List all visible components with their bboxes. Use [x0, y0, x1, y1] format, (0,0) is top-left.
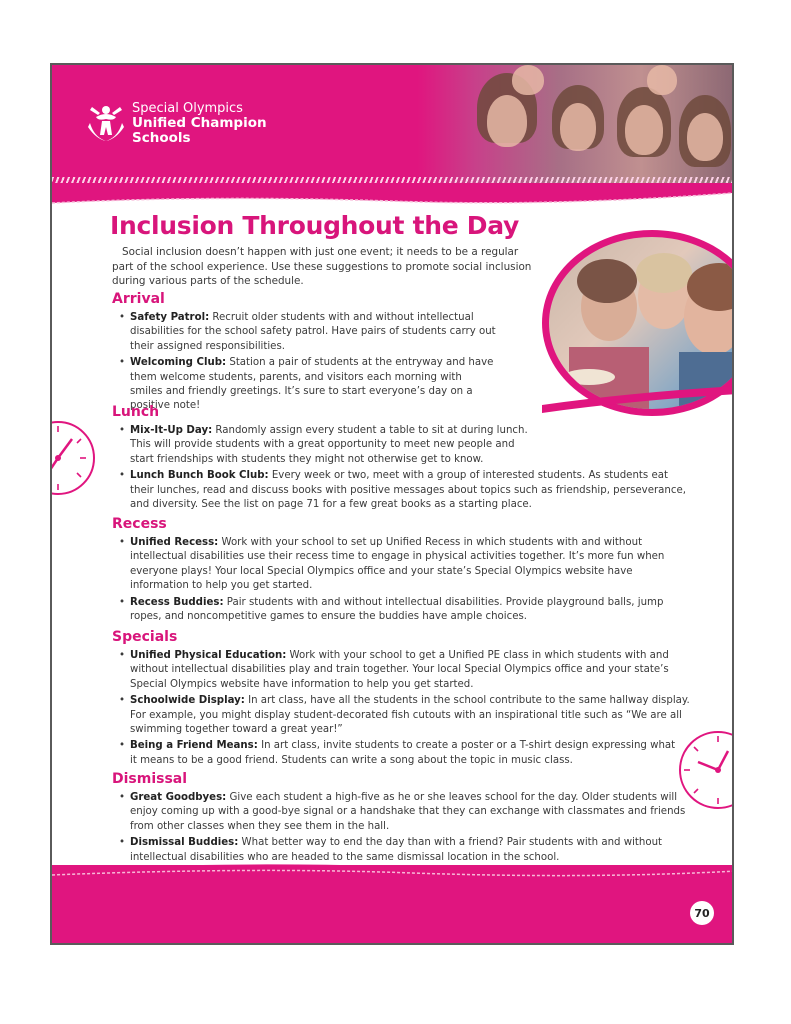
list-item	[116, 356, 496, 414]
list-item-text: Pair students with and without intellectual disabilities. Provide playground balls, jump ropes, and noncompetitive games to ensure the buddies have ample choices.	[130, 596, 664, 623]
logo-line-3: Schools	[132, 130, 191, 146]
page-number: 70	[690, 901, 714, 925]
dismissal-list	[116, 791, 691, 867]
header-photo-students	[417, 65, 732, 193]
list-item-term: Lunch Bunch Book Club:	[130, 470, 269, 482]
list-item-text: Work with your school to set up Unified Recess in which students with and without intellectual disabilities use their recess time to engage in physical activities together. It’s more fun when everyone plays! Your local Special Olympics office and your state’s Special Olympics website have information to help you get started.	[130, 537, 665, 592]
list-item-term: Dismissal Buddies:	[130, 837, 239, 849]
list-item-text: In art class, invite students to create a poster or a T-shirt design expressing what it means to be a good friend. Students can write a song about the topic in music class.	[130, 740, 676, 766]
recess-list	[116, 536, 691, 626]
list-item	[116, 469, 691, 512]
footer-wave	[52, 861, 734, 887]
list-item-term: Unified Physical Education:	[130, 650, 287, 661]
header-wave	[52, 183, 732, 211]
section-heading-dismissal: Dismissal	[112, 771, 188, 787]
section-heading-arrival: Arrival	[112, 291, 165, 307]
list-item-text: Station a pair of students at the entryway and have them welcome students, parents, and visitors each morning with smiles and friendly greetings. It’s sure to start everyone’s day on a positive note!	[130, 357, 494, 412]
page-title: Inclusion Throughout the Day	[110, 211, 520, 240]
list-item	[116, 311, 496, 354]
list-item	[116, 694, 691, 737]
list-item	[116, 424, 540, 467]
list-item-term: Being a Friend Means:	[130, 740, 258, 752]
list-item-text: What better way to end the day than with a friend? Pair students with and without intellectual disabilities who are headed to the same dismissal location in the school.	[130, 837, 663, 863]
intro-paragraph: Social inclusion doesn’t happen with just one event; it needs to be a regular part of the school experience. Use these suggestions to promote social inclusion during various parts of the schedule.	[112, 246, 532, 287]
list-item-term: Safety Patrol:	[130, 312, 210, 323]
list-item-text: Randomly assign every student a table to sit at during lunch. This will provide students with a great opportunity to meet new people and start friendships with students they might not otherwise get to know.	[130, 425, 528, 465]
list-item-term: Great Goodbyes:	[130, 792, 227, 803]
logo-line-2: Unified Champion	[132, 115, 267, 131]
section-heading-lunch: Lunch	[112, 404, 160, 420]
list-item-term: Mix-It-Up Day:	[130, 425, 213, 436]
list-item	[116, 739, 685, 768]
logo-line-1: Special Olympics	[132, 101, 243, 116]
list-item	[116, 536, 691, 594]
list-item-term: Welcoming Club:	[130, 357, 227, 369]
arrival-list	[116, 311, 496, 416]
special-olympics-logo-icon	[86, 101, 126, 143]
list-item-text: Every week or two, meet with a group of interested students. As students eat their lunches, read and discuss books with positive messages about topics such as friendship, perseverance, and diversity. See the list on page 71 for a few great books as a starting place.	[130, 470, 686, 511]
list-item-term: Unified Recess:	[130, 537, 219, 548]
section-heading-recess: Recess	[112, 516, 167, 532]
list-item-term: Recess Buddies:	[130, 596, 224, 608]
lunch-list	[116, 424, 691, 514]
list-item	[116, 596, 691, 625]
list-item-text: In art class, have all the students in the school contribute to the same hallway display. For example, you might display student-decorated fish cutouts with an inspirational title such as “We are all swimming together toward a great year!”	[130, 695, 690, 736]
photo-swoosh	[542, 385, 734, 415]
header-banner	[52, 65, 732, 193]
list-item-text: Recruit older students with and without intellectual disabilities for the school safety patrol. Have pairs of students carry out their assigned responsibilities.	[130, 312, 496, 352]
specials-list	[116, 649, 691, 770]
list-item	[116, 791, 691, 834]
list-item	[116, 649, 691, 692]
clock-icon-left	[50, 417, 100, 499]
list-item-term: Schoolwide Display:	[130, 695, 245, 707]
special-olympics-logo	[86, 101, 267, 146]
list-item-text: Give each student a high-five as he or she leaves school for the day. Older students will enjoy coming up with a good-bye signal or a handshake that they can exchange with classmates and friends from other classes when they see them in the hall.	[130, 792, 686, 832]
document-page	[50, 63, 734, 945]
list-item-text: Work with your school to get a Unified PE class in which students with and without intellectual disabilities play and train together. Your local Special Olympics office and your state’s Special Olympics website have information to help you get started.	[130, 650, 669, 690]
section-heading-specials: Specials	[112, 629, 178, 645]
